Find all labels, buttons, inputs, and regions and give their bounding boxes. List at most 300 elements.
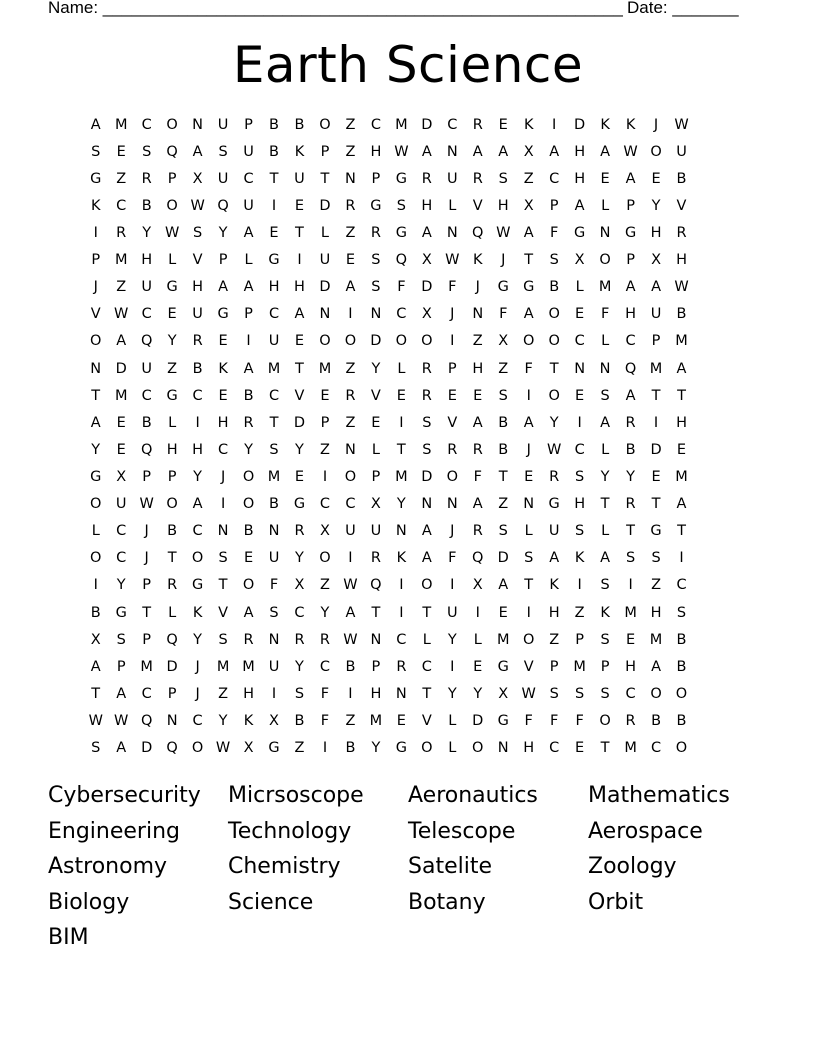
grid-letter: I: [399, 577, 404, 594]
grid-letter: Z: [549, 631, 560, 648]
grid-letter: A: [472, 143, 483, 160]
grid-letter: K: [243, 712, 254, 729]
grid-letter: N: [446, 496, 458, 513]
grid-letter: U: [141, 360, 152, 377]
grid-letter: H: [192, 279, 204, 296]
grid-letter: P: [371, 658, 381, 675]
grid-letter: R: [472, 523, 483, 540]
grid-row: [83, 355, 745, 382]
word-list-item: Mathematics: [588, 783, 730, 808]
grid-letter: A: [345, 604, 356, 621]
grid-letter: T: [91, 387, 101, 404]
grid-letter: N: [370, 631, 382, 648]
grid-letter: O: [344, 468, 357, 485]
grid-letter: F: [473, 468, 482, 485]
grid-letter: P: [116, 658, 126, 675]
grid-letter: U: [319, 252, 331, 269]
grid-letter: T: [396, 441, 406, 458]
grid-letter: T: [600, 496, 610, 513]
grid-letter: U: [446, 170, 458, 187]
grid-letter: U: [548, 523, 560, 540]
grid-letter: I: [653, 414, 659, 431]
grid-letter: B: [549, 279, 560, 296]
grid-letter: M: [598, 279, 612, 296]
grid-letter: Y: [320, 604, 330, 621]
grid-letter: Z: [498, 360, 509, 377]
grid-letter: R: [421, 387, 432, 404]
word-list-item: Biology: [48, 889, 130, 915]
grid-letter: G: [523, 279, 535, 296]
grid-letter: J: [475, 279, 480, 296]
grid-letter: Q: [166, 631, 178, 648]
word-list-item: Aeronautics: [408, 783, 538, 808]
grid-letter: R: [396, 658, 407, 675]
grid-letter: O: [675, 740, 688, 757]
grid-letter: A: [294, 306, 305, 323]
grid-letter: C: [574, 441, 585, 458]
grid-letter: O: [191, 740, 204, 757]
grid-letter: E: [371, 414, 381, 431]
grid-letter: W: [88, 712, 103, 729]
grid-letter: R: [625, 496, 636, 513]
grid-letter: H: [625, 306, 637, 323]
grid-letter: F: [269, 577, 279, 594]
grid-letter: P: [600, 658, 610, 675]
grid-letter: P: [626, 197, 635, 214]
grid-row: [83, 680, 745, 707]
grid-letter: M: [114, 387, 128, 404]
grid-letter: L: [601, 523, 610, 540]
grid-letter: F: [499, 306, 508, 323]
grid-letter: L: [448, 740, 457, 757]
grid-letter: M: [395, 116, 408, 133]
grid-letter: Z: [345, 116, 356, 133]
grid-letter: H: [650, 224, 662, 241]
grid-letter: L: [397, 360, 406, 377]
grid-letter: G: [293, 496, 306, 513]
grid-letter: Q: [140, 712, 153, 729]
grid-letter: S: [600, 387, 610, 404]
grid-letter: A: [243, 279, 254, 296]
grid-letter: K: [600, 116, 610, 133]
grid-letter: T: [524, 577, 534, 594]
grid-letter: G: [574, 224, 586, 241]
grid-letter: D: [472, 712, 484, 729]
grid-letter: S: [600, 577, 610, 594]
grid-letter: T: [269, 170, 279, 187]
grid-letter: Z: [116, 279, 127, 296]
grid-letter: O: [319, 550, 331, 567]
grid-letter: S: [549, 685, 559, 702]
grid-letter: L: [448, 712, 457, 729]
grid-letter: I: [577, 414, 582, 431]
grid-letter: G: [166, 387, 178, 404]
grid-letter: O: [421, 577, 433, 594]
grid-letter: K: [218, 360, 228, 377]
grid-letter: O: [242, 468, 255, 485]
grid-row: [83, 735, 745, 762]
grid-letter: O: [166, 496, 178, 513]
grid-letter: E: [116, 414, 126, 431]
grid-letter: A: [472, 414, 483, 431]
grid-letter: O: [166, 197, 178, 214]
grid-letter: Y: [91, 441, 101, 458]
grid-letter: X: [472, 577, 483, 594]
grid-letter: E: [575, 306, 585, 323]
grid-letter: G: [395, 170, 407, 187]
grid-letter: U: [115, 496, 127, 513]
grid-letter: H: [676, 252, 687, 269]
grid-letter: T: [524, 252, 534, 269]
word-list-item: Engineering: [48, 818, 180, 844]
grid-letter: E: [676, 441, 687, 458]
grid-letter: P: [549, 197, 559, 214]
grid-letter: T: [422, 604, 432, 621]
grid-letter: F: [524, 712, 533, 729]
grid-letter: U: [345, 523, 356, 540]
grid-letter: L: [168, 414, 177, 431]
grid-letter: I: [552, 116, 557, 133]
grid-letter: Y: [295, 441, 304, 458]
grid-letter: I: [450, 658, 455, 675]
grid-letter: E: [116, 143, 126, 160]
grid-letter: S: [422, 414, 432, 431]
grid-letter: A: [243, 224, 254, 241]
grid-letter: K: [625, 116, 636, 133]
grid-letter: M: [114, 252, 128, 269]
grid-letter: I: [450, 577, 455, 594]
grid-letter: R: [421, 170, 432, 187]
grid-letter: L: [601, 197, 610, 214]
grid-letter: L: [91, 523, 100, 540]
grid-letter: G: [268, 740, 280, 757]
grid-row: [83, 219, 745, 246]
grid-letter: W: [674, 116, 689, 133]
grid-letter: O: [599, 712, 611, 729]
grid-letter: O: [548, 387, 560, 404]
word-list-item: BIM: [48, 925, 89, 951]
grid-letter: A: [523, 224, 534, 241]
grid-letter: D: [421, 279, 433, 296]
grid-letter: X: [243, 740, 254, 757]
grid-letter: O: [191, 550, 204, 567]
grid-letter: B: [498, 414, 509, 431]
grid-letter: B: [676, 170, 687, 187]
grid-letter: Y: [371, 360, 381, 377]
grid-letter: P: [244, 306, 253, 323]
grid-letter: A: [90, 414, 101, 431]
grid-letter: J: [144, 523, 149, 540]
grid-letter: C: [574, 333, 585, 350]
grid-letter: H: [217, 414, 229, 431]
grid-letter: G: [166, 279, 178, 296]
grid-letter: E: [294, 197, 305, 214]
grid-row: [83, 192, 745, 219]
grid-letter: I: [475, 604, 480, 621]
grid-letter: P: [626, 252, 635, 269]
grid-letter: S: [498, 170, 508, 187]
grid-letter: Z: [345, 360, 356, 377]
grid-letter: D: [141, 740, 153, 757]
grid-letter: O: [421, 333, 433, 350]
grid-letter: W: [164, 224, 180, 241]
grid-letter: M: [496, 631, 510, 648]
grid-letter: Z: [294, 740, 305, 757]
grid-letter: C: [421, 658, 432, 675]
word-list-item: Telescope: [408, 818, 516, 844]
grid-letter: H: [268, 279, 280, 296]
grid-letter: U: [676, 143, 687, 160]
grid-letter: E: [473, 387, 483, 404]
grid-letter: W: [343, 631, 358, 648]
grid-letter: H: [548, 604, 560, 621]
grid-letter: X: [498, 685, 509, 702]
grid-letter: A: [90, 116, 101, 133]
grid-row: [83, 165, 745, 192]
grid-letter: A: [116, 333, 127, 350]
grid-letter: G: [624, 224, 637, 241]
grid-letter: W: [547, 441, 562, 458]
grid-letter: O: [166, 116, 178, 133]
grid-letter: R: [294, 631, 305, 648]
grid-letter: B: [625, 441, 636, 458]
grid-letter: S: [269, 441, 279, 458]
grid-letter: H: [625, 658, 637, 675]
grid-letter: V: [192, 252, 203, 269]
grid-letter: Z: [523, 170, 534, 187]
grid-letter: X: [498, 333, 509, 350]
grid-letter: Y: [447, 631, 457, 648]
grid-letter: C: [549, 740, 560, 757]
grid-letter: M: [369, 712, 383, 729]
grid-letter: Y: [396, 496, 406, 513]
grid-letter: R: [141, 170, 152, 187]
grid-letter: G: [650, 523, 662, 540]
grid-letter: R: [294, 523, 305, 540]
grid-letter: L: [524, 523, 533, 540]
grid-letter: O: [522, 333, 535, 350]
grid-letter: U: [370, 523, 382, 540]
grid-letter: J: [653, 116, 659, 133]
grid-letter: I: [297, 252, 302, 269]
grid-letter: R: [192, 333, 203, 350]
grid-letter: S: [91, 143, 101, 160]
grid-letter: S: [218, 550, 228, 567]
grid-letter: A: [600, 550, 611, 567]
grid-letter: B: [243, 523, 254, 540]
grid-letter: V: [523, 658, 534, 675]
grid-letter: Z: [319, 441, 330, 458]
grid-letter: A: [574, 197, 585, 214]
grid-letter: A: [523, 306, 534, 323]
grid-letter: F: [320, 712, 330, 729]
grid-letter: Y: [295, 550, 304, 567]
grid-letter: B: [345, 658, 356, 675]
grid-letter: O: [242, 496, 255, 513]
grid-letter: T: [167, 550, 177, 567]
grid-letter: X: [523, 197, 534, 214]
grid-letter: D: [497, 550, 509, 567]
grid-letter: E: [651, 170, 661, 187]
grid-letter: E: [167, 306, 177, 323]
grid-letter: S: [396, 197, 406, 214]
grid-letter: F: [448, 550, 457, 567]
grid-letter: N: [217, 523, 229, 540]
grid-letter: N: [599, 360, 611, 377]
grid-letter: H: [574, 496, 586, 513]
grid-letter: E: [575, 387, 585, 404]
grid-letter: J: [450, 306, 455, 323]
grid-letter: H: [497, 197, 509, 214]
grid-letter: U: [268, 333, 280, 350]
grid-letter: Q: [166, 740, 178, 757]
grid-letter: W: [190, 197, 205, 214]
grid-letter: F: [550, 712, 559, 729]
grid-letter: R: [345, 387, 356, 404]
grid-letter: Y: [218, 224, 228, 241]
grid-letter: A: [498, 143, 509, 160]
letter-grid: [83, 111, 745, 762]
grid-letter: H: [650, 604, 662, 621]
grid-letter: U: [243, 197, 254, 214]
grid-letter: Y: [600, 468, 610, 485]
grid-letter: C: [650, 740, 662, 757]
grid-letter: E: [243, 550, 254, 567]
grid-letter: A: [192, 496, 203, 513]
grid-letter: R: [472, 441, 483, 458]
grid-letter: C: [625, 685, 636, 702]
word-list-item: Zoology: [588, 854, 677, 880]
grid-letter: T: [218, 577, 228, 594]
grid-letter: Z: [116, 170, 127, 187]
grid-letter: E: [218, 387, 228, 404]
grid-letter: M: [649, 631, 663, 648]
grid-letter: L: [422, 631, 431, 648]
grid-letter: A: [345, 279, 356, 296]
grid-letter: V: [90, 306, 101, 323]
grid-letter: C: [141, 306, 152, 323]
grid-letter: M: [624, 740, 637, 757]
grid-letter: N: [446, 224, 458, 241]
grid-letter: L: [320, 224, 329, 241]
grid-letter: T: [549, 360, 559, 377]
grid-letter: Y: [116, 577, 126, 594]
grid-letter: N: [90, 360, 102, 377]
grid-letter: R: [549, 468, 560, 485]
grid-letter: F: [600, 306, 610, 323]
grid-letter: A: [549, 143, 560, 160]
grid-letter: J: [144, 550, 149, 567]
grid-letter: R: [370, 550, 381, 567]
grid-letter: Z: [167, 360, 178, 377]
grid-letter: Y: [193, 468, 203, 485]
grid-letter: O: [319, 116, 331, 133]
grid-letter: H: [676, 414, 687, 431]
grid-letter: R: [625, 712, 636, 729]
grid-letter: B: [269, 116, 279, 133]
grid-letter: U: [446, 604, 458, 621]
grid-letter: C: [294, 604, 305, 621]
grid-letter: O: [421, 740, 433, 757]
grid-letter: E: [498, 604, 508, 621]
grid-letter: F: [448, 279, 457, 296]
grid-letter: C: [141, 685, 152, 702]
grid-row: [83, 463, 745, 490]
grid-letter: M: [675, 333, 688, 350]
grid-letter: L: [168, 604, 177, 621]
grid-letter: Y: [473, 685, 483, 702]
grid-letter: K: [294, 143, 305, 160]
grid-letter: R: [243, 631, 254, 648]
grid-letter: Y: [142, 224, 152, 241]
grid-letter: H: [294, 279, 305, 296]
grid-letter: E: [625, 631, 636, 648]
grid-letter: C: [192, 523, 203, 540]
grid-letter: T: [498, 468, 508, 485]
grid-row: [83, 599, 745, 626]
grid-letter: W: [521, 685, 536, 702]
grid-letter: W: [215, 740, 231, 757]
grid-letter: S: [524, 550, 534, 567]
grid-letter: R: [447, 441, 458, 458]
grid-letter: B: [651, 712, 662, 729]
grid-letter: M: [242, 658, 255, 675]
grid-letter: D: [166, 658, 178, 675]
grid-letter: P: [371, 468, 381, 485]
grid-letter: V: [472, 197, 483, 214]
grid-letter: R: [319, 631, 330, 648]
grid-letter: F: [397, 279, 406, 296]
grid-letter: E: [396, 387, 406, 404]
grid-letter: M: [140, 658, 153, 675]
grid-letter: C: [549, 170, 560, 187]
grid-letter: I: [220, 496, 226, 513]
grid-row: [83, 138, 745, 165]
grid-letter: S: [269, 604, 279, 621]
grid-letter: B: [676, 306, 687, 323]
grid-letter: U: [217, 116, 229, 133]
grid-letter: M: [114, 116, 128, 133]
grid-letter: B: [498, 441, 509, 458]
grid-letter: C: [319, 658, 331, 675]
grid-letter: C: [141, 387, 152, 404]
grid-letter: I: [526, 387, 531, 404]
grid-letter: Y: [244, 441, 253, 458]
grid-letter: M: [267, 468, 281, 485]
grid-letter: P: [167, 170, 177, 187]
grid-letter: L: [371, 441, 380, 458]
grid-letter: Q: [472, 224, 484, 241]
grid-letter: M: [395, 468, 408, 485]
grid-letter: Z: [472, 333, 483, 350]
grid-letter: F: [524, 360, 533, 377]
grid-letter: C: [625, 333, 636, 350]
grid-letter: P: [167, 685, 177, 702]
grid-letter: S: [498, 523, 508, 540]
grid-letter: C: [116, 550, 127, 567]
grid-letter: W: [496, 224, 511, 241]
grid-letter: B: [141, 414, 152, 431]
grid-letter: C: [192, 387, 203, 404]
grid-letter: B: [269, 143, 279, 160]
grid-letter: C: [141, 116, 152, 133]
grid-letter: A: [421, 523, 432, 540]
grid-letter: J: [501, 252, 506, 269]
grid-letter: P: [218, 252, 228, 269]
grid-letter: Y: [447, 685, 457, 702]
grid-letter: N: [268, 523, 280, 540]
grid-letter: M: [318, 360, 332, 377]
